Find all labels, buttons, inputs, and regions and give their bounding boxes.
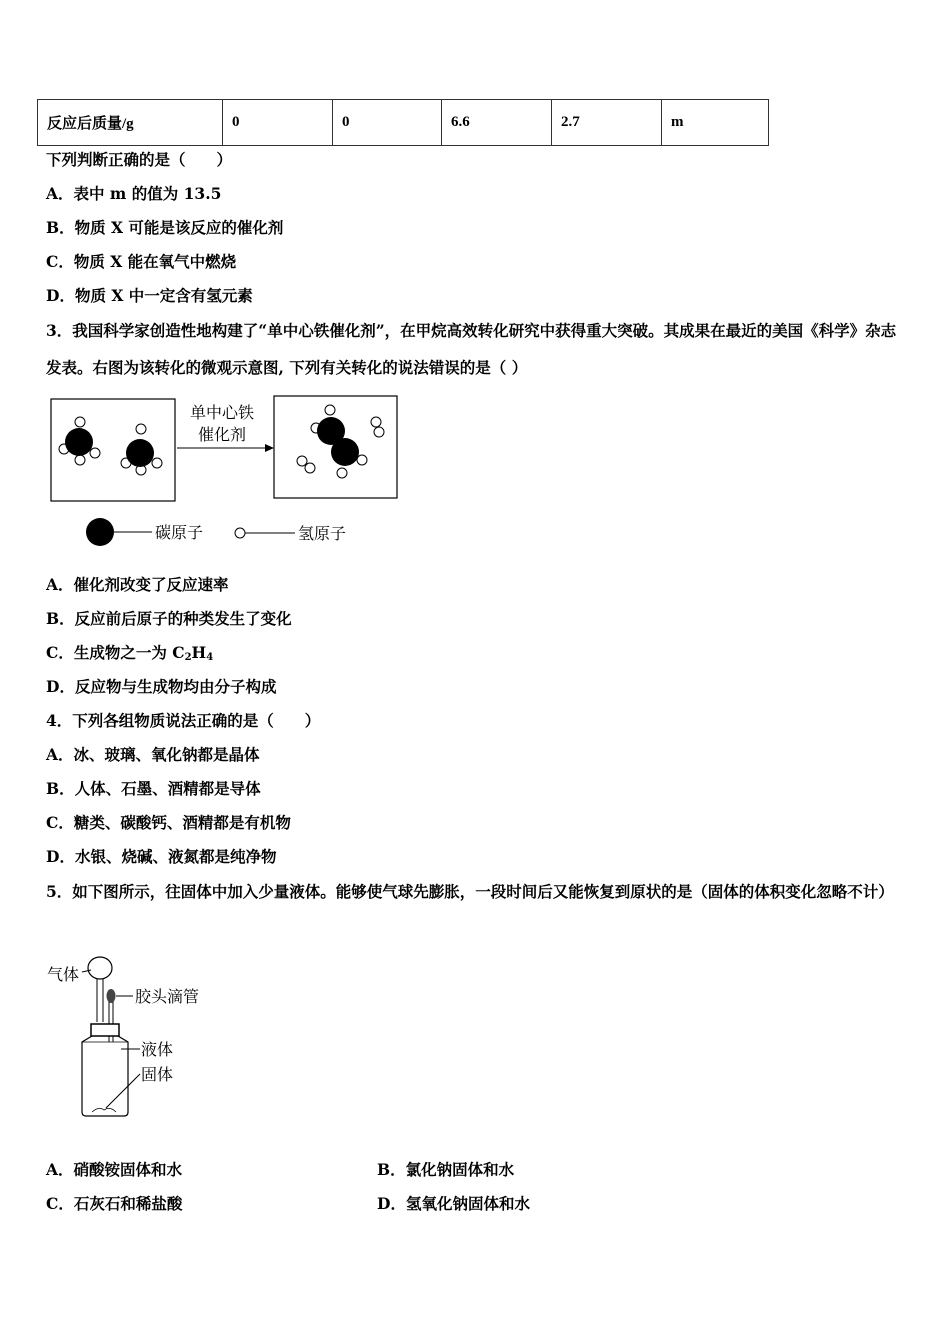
q3-option-a: A．催化剂改变了反应速率 [46,575,229,594]
legend-hydrogen: 氢原子 [298,524,347,543]
q2-option-d: D．物质 X 中一定含有氢元素 [46,286,253,305]
q2-option-b: B．物质 X 可能是该反应的催化剂 [46,218,284,237]
q4-option-c: C．糖类、碳酸钙、酒精都是有机物 [46,813,291,832]
solid-pile [92,1108,116,1112]
carbon-atom-icon [86,518,114,546]
q3-option-d: D．反应物与生成物均由分子构成 [46,677,277,696]
q3-option-c: C．生成物之一为 $C_2H_4$ [46,643,214,663]
dropper-bulb-icon [107,989,116,1003]
table-row [38,100,769,146]
q5-option-c: C．石灰石和稀盐酸 [46,1194,183,1213]
table-cell: 2.7 [552,100,662,146]
legend-carbon: 碳原子 [155,523,204,542]
q5-option-b: B．氯化钠固体和水 [377,1160,515,1179]
table-row-label: 反应后质量/g [38,100,223,146]
mass-table [37,99,769,146]
q3-option-b: B．反应前后原子的种类发生了变化 [46,609,292,628]
label-liquid: 液体 [141,1040,174,1059]
bottle [82,1036,128,1116]
balloon-icon [88,957,112,979]
q4-option-d: D．水银、烧碱、液氮都是纯净物 [46,847,277,866]
q4-stem: 4．下列各组物质说法正确的是（ ） [46,711,321,730]
arrow-label-1: 单中心铁 [189,403,255,422]
q5-option-a: A．硝酸铵固体和水 [46,1160,183,1179]
hydrogen-atom-icon [235,528,245,538]
q2-option-c: C．物质 X 能在氧气中燃烧 [46,252,237,271]
q2-stem: 下列判断正确的是（ ） [46,150,233,169]
table-cell: 0 [223,100,333,146]
arrow-label-2: 催化剂 [197,425,247,444]
table-cell: 0 [333,100,442,146]
label-dropper: 胶头滴管 [135,987,200,1006]
q5-option-d: D．氢氧化钠固体和水 [377,1194,530,1213]
q3-stem: 3．我国科学家创造性地构建了“单中心铁催化剂”，在甲烷高效转化研究中获得重大突破。其成果在最近的美国《科学》杂志发表。右图为该转化的微观示意图, 下列有关转化的说法错误的是（ ） [46,321,897,377]
label-gas: 气体 [47,965,80,984]
table-cell: m [662,100,769,146]
label-solid: 固体 [141,1065,174,1084]
arrow-head-icon [265,444,274,452]
q5-apparatus-diagram [44,952,224,1122]
q4-option-a: A．冰、玻璃、氧化钠都是晶体 [46,745,260,764]
q2-option-a: A．表中 m 的值为 13.5 [46,184,222,203]
q3-reaction-diagram [40,390,410,560]
q5-stem: 5．如下图所示，往固体中加入少量液体。能够使气球先膨胀，一段时间后又能恢复到原状的是（固体的体积变化忽略不计） [46,882,894,901]
table-cell: 6.6 [442,100,552,146]
stopper [91,1024,119,1036]
q4-option-b: B．人体、石墨、酒精都是导体 [46,779,261,798]
